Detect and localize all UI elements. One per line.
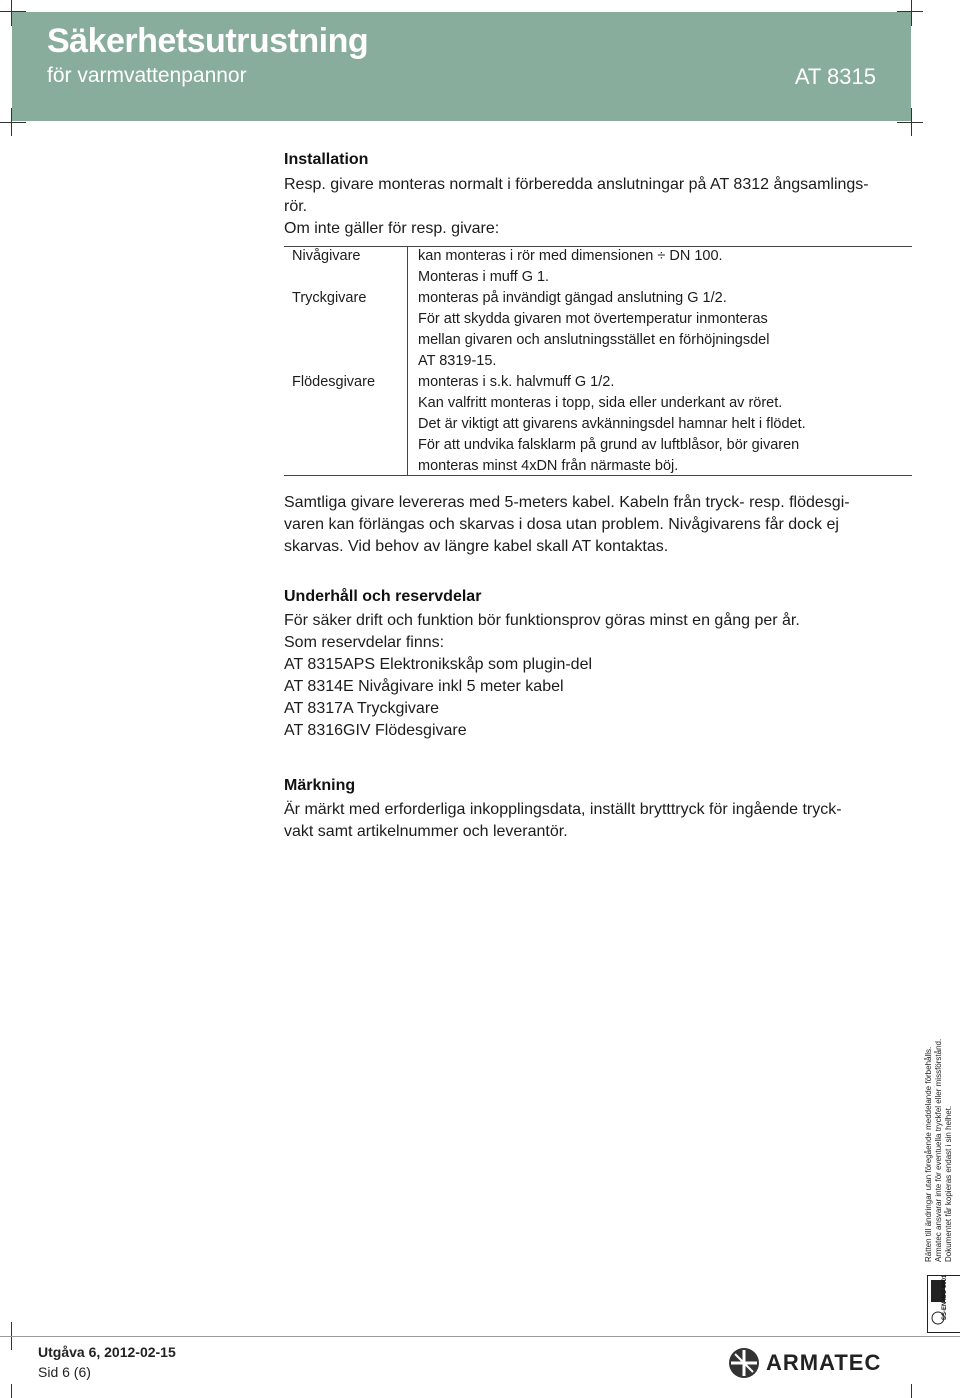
disclaimer-line: Rätten till ändringar utan föregående meddelande förbehålls. bbox=[924, 1046, 933, 1262]
iso-certification-badge bbox=[927, 1275, 960, 1333]
spec-value: För att skydda givaren mot övertemperatur inmonteras bbox=[418, 311, 768, 327]
installation-line: rör. bbox=[284, 198, 308, 215]
spec-value: Det är viktigt att givarens avkänningsdel hamnar helt i flödet. bbox=[418, 416, 806, 432]
disclaimer-note bbox=[924, 1038, 954, 1262]
armatec-logo-icon bbox=[728, 1347, 760, 1379]
crop-mark bbox=[11, 1384, 12, 1398]
armatec-logo bbox=[726, 1346, 896, 1380]
marking-heading: Märkning bbox=[284, 777, 356, 794]
page-number: Sid 6 (6) bbox=[38, 1364, 91, 1380]
marking-text bbox=[284, 799, 912, 843]
maintenance-line: Som reservdelar finns: bbox=[284, 634, 445, 651]
crop-mark bbox=[897, 122, 923, 123]
spec-value: monteras på invändigt gängad anslutning G 1/2. bbox=[418, 290, 727, 306]
spare-part-item: AT 8317A Tryckgivare bbox=[284, 700, 440, 717]
marking-line: vakt samt artikelnummer och leverantör. bbox=[284, 823, 568, 840]
spec-value: Monteras i muff G 1. bbox=[418, 269, 550, 285]
spec-value: mellan givaren och anslutningsstället en förhöjningsdel bbox=[418, 332, 770, 348]
marking-line: Är märkt med erforderliga inkopplingsdata, inställt brytttryck för ingående tryck- bbox=[284, 801, 842, 818]
table-divider bbox=[407, 247, 408, 475]
disclaimer-line: Armatec ansvarar inte för eventuella tryckfel eller missförstånd. bbox=[934, 1038, 943, 1262]
row-label-flow-sensor: Flödesgivare bbox=[292, 374, 376, 390]
installation-line: Om inte gäller för resp. givare: bbox=[284, 220, 500, 237]
cable-note-line: Samtliga givare levereras med 5-meters kabel. Kabeln från tryck- resp. flödesgi- bbox=[284, 494, 850, 511]
sensor-spec-table bbox=[284, 246, 912, 476]
installation-section bbox=[284, 151, 912, 240]
spec-value: Kan valfritt monteras i topp, sida eller underkant av röret. bbox=[418, 395, 783, 411]
spec-value: AT 8319-15. bbox=[418, 353, 497, 369]
maintenance-section bbox=[284, 588, 912, 742]
crop-mark bbox=[911, 0, 912, 26]
certification-label: SS-EN ISO 9001 bbox=[942, 1274, 948, 1320]
installation-line: Resp. givare monteras normalt i förberedda anslutningar på AT 8312 ångsamlings- bbox=[284, 176, 869, 193]
spec-value: kan monteras i rör med dimensionen ÷ DN 100. bbox=[418, 248, 723, 264]
header-band bbox=[12, 12, 911, 121]
row-label-pressure-sensor: Tryckgivare bbox=[292, 290, 367, 306]
footer-info bbox=[38, 1344, 176, 1380]
footer-rule bbox=[0, 1336, 960, 1337]
crop-mark bbox=[0, 122, 26, 123]
maintenance-heading: Underhåll och reservdelar bbox=[284, 588, 482, 605]
installation-text bbox=[284, 174, 912, 240]
spare-part-item: AT 8314E Nivågivare inkl 5 meter kabel bbox=[284, 678, 564, 695]
row-label-level-sensor: Nivågivare bbox=[292, 248, 361, 264]
cable-note bbox=[284, 492, 912, 558]
brand-name: ARMATEC bbox=[766, 1350, 882, 1375]
installation-heading: Installation bbox=[284, 151, 369, 168]
spec-value: monteras i s.k. halvmuff G 1/2. bbox=[418, 374, 615, 390]
spare-part-item: AT 8315APS Elektronikskåp som plugin-del bbox=[284, 656, 593, 673]
spec-value: För att undvika falsklarm på grund av luftblåsor, bör givaren bbox=[418, 437, 800, 453]
product-code: AT 8315 bbox=[794, 64, 876, 89]
page-title: Säkerhetsutrustning bbox=[47, 22, 369, 60]
cable-note-line: varen kan förlängas och skarvas i dosa utan problem. Nivågivarens får dock ej bbox=[284, 516, 839, 533]
crop-mark bbox=[911, 108, 912, 136]
maintenance-text bbox=[284, 610, 912, 742]
spec-value: monteras minst 4xDN från närmaste böj. bbox=[418, 458, 679, 474]
page-subtitle: för varmvattenpannor bbox=[47, 64, 247, 87]
marking-section bbox=[284, 777, 912, 843]
maintenance-line: För säker drift och funktion bör funktionsprov göras minst en gång per år. bbox=[284, 612, 800, 629]
edition-date: Utgåva 6, 2012-02-15 bbox=[38, 1344, 176, 1360]
cable-note-line: skarvas. Vid behov av längre kabel skall AT kontaktas. bbox=[284, 538, 669, 555]
spare-part-item: AT 8316GIV Flödesgivare bbox=[284, 722, 467, 739]
crop-mark bbox=[911, 1384, 912, 1398]
disclaimer-line: Dokumentet får kopieras endast i sin helhet. bbox=[944, 1105, 953, 1262]
